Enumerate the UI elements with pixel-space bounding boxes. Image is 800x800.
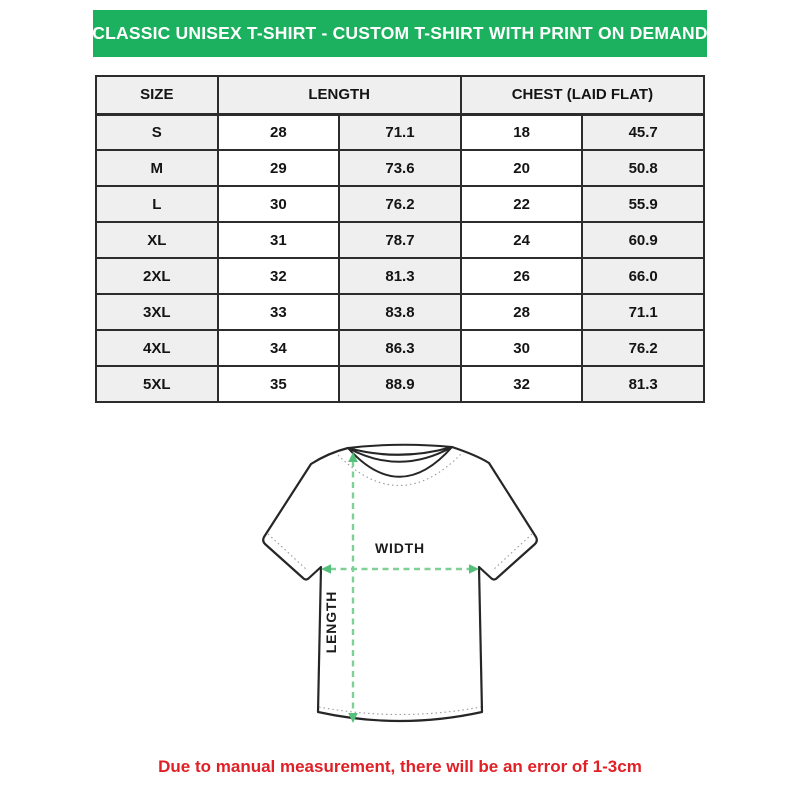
chest-in-cell: 22: [461, 186, 583, 222]
size-cell: 3XL: [96, 294, 218, 330]
tshirt-measurement-diagram: [240, 440, 560, 740]
length-in-cell: 29: [218, 150, 340, 186]
table-row: [96, 366, 704, 402]
width-label: WIDTH: [375, 540, 425, 556]
length-cm-cell: 86.3: [339, 330, 461, 366]
table-row: [96, 330, 704, 366]
chest-cm-cell: 76.2: [582, 330, 704, 366]
size-cell: 2XL: [96, 258, 218, 294]
length-in-cell: 32: [218, 258, 340, 294]
chest-in-cell: 28: [461, 294, 583, 330]
chest-cm-cell: 45.7: [582, 114, 704, 150]
size-column-header: SIZE: [96, 76, 218, 114]
chest-in-cell: 30: [461, 330, 583, 366]
header-row: [96, 76, 704, 114]
chest-column-header: CHEST (LAID FLAT): [461, 76, 704, 114]
measurement-disclaimer: Due to manual measurement, there will be an error of 1-3cm: [158, 757, 642, 776]
length-cm-cell: 76.2: [339, 186, 461, 222]
length-in-cell: 28: [218, 114, 340, 150]
length-label: LENGTH: [323, 590, 339, 654]
table-row: [96, 258, 704, 294]
length-cm-cell: 83.8: [339, 294, 461, 330]
length-in-cell: 34: [218, 330, 340, 366]
size-table: [95, 75, 705, 403]
chest-cm-cell: 55.9: [582, 186, 704, 222]
page-title: CLASSIC UNISEX T-SHIRT - CUSTOM T-SHIRT WITH PRINT ON DEMAND: [92, 23, 708, 43]
tshirt-outline: [263, 447, 537, 721]
length-cm-cell: 73.6: [339, 150, 461, 186]
table-row: [96, 294, 704, 330]
chest-cm-cell: 81.3: [582, 366, 704, 402]
chest-cm-cell: 50.8: [582, 150, 704, 186]
chest-in-cell: 20: [461, 150, 583, 186]
length-cm-cell: 78.7: [339, 222, 461, 258]
length-in-cell: 30: [218, 186, 340, 222]
size-table-header: [96, 76, 704, 114]
title-banner: [93, 10, 707, 57]
chest-in-cell: 24: [461, 222, 583, 258]
length-in-cell: 31: [218, 222, 340, 258]
table-row: [96, 222, 704, 258]
chest-in-cell: 26: [461, 258, 583, 294]
size-cell: L: [96, 186, 218, 222]
tshirt-diagram-svg: [240, 440, 560, 740]
length-column-header: LENGTH: [218, 76, 461, 114]
table-row: [96, 186, 704, 222]
chest-in-cell: 32: [461, 366, 583, 402]
length-cm-cell: 71.1: [339, 114, 461, 150]
length-cm-cell: 88.9: [339, 366, 461, 402]
table-row: [96, 114, 704, 150]
length-in-cell: 33: [218, 294, 340, 330]
chest-cm-cell: 66.0: [582, 258, 704, 294]
size-cell: XL: [96, 222, 218, 258]
size-cell: M: [96, 150, 218, 186]
size-cell: S: [96, 114, 218, 150]
chest-cm-cell: 60.9: [582, 222, 704, 258]
chest-cm-cell: 71.1: [582, 294, 704, 330]
chest-in-cell: 18: [461, 114, 583, 150]
table-row: [96, 150, 704, 186]
length-cm-cell: 81.3: [339, 258, 461, 294]
size-cell: 4XL: [96, 330, 218, 366]
size-table-body: [96, 114, 704, 402]
size-cell: 5XL: [96, 366, 218, 402]
collar-back-line: [348, 445, 452, 448]
size-table-container: [95, 75, 705, 403]
length-in-cell: 35: [218, 366, 340, 402]
